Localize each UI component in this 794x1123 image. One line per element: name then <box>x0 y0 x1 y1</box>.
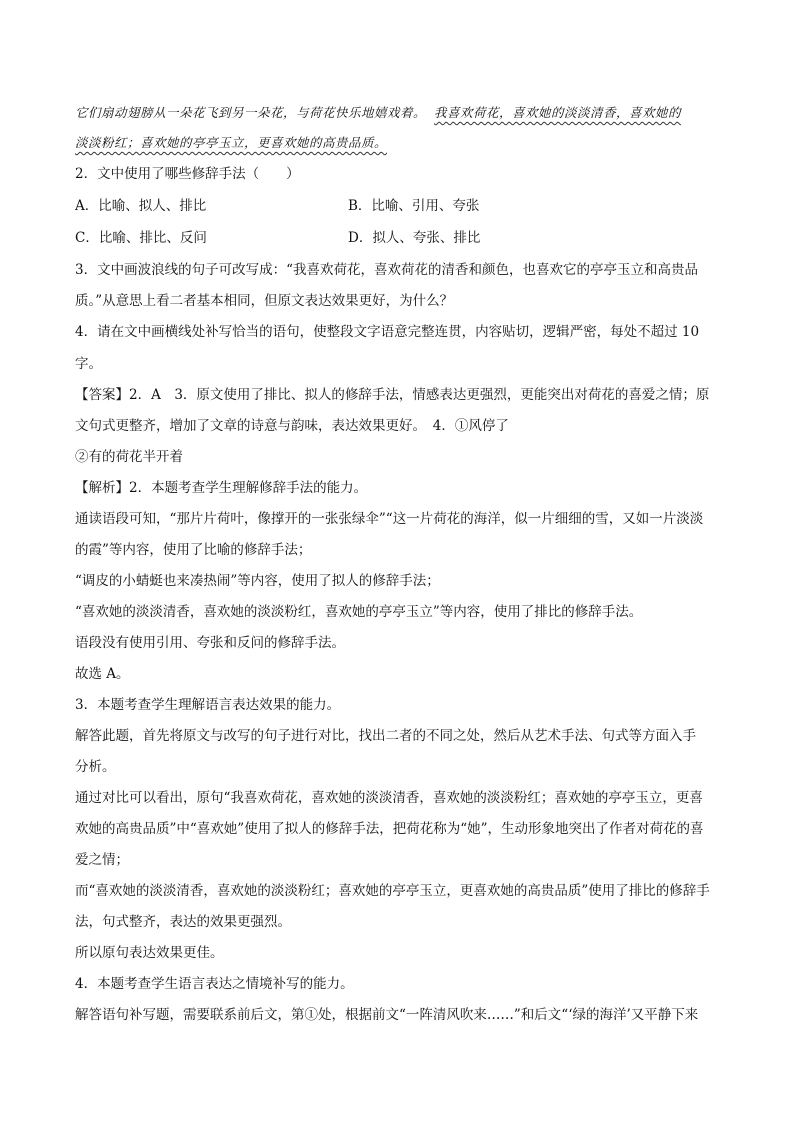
wavy-underlined-sentence: 淡淡粉红；喜欢她的亭亭玉立，更喜欢她的高贵品质。 <box>75 135 388 150</box>
analysis-line: 3．本题考查学生理解语言表达效果的能力。 <box>75 697 341 713</box>
analysis-line: “喜欢她的淡淡清香，喜欢她的淡淡粉红，喜欢她的亭亭玉立”等内容，使用了排比的修辞手法。 <box>75 604 643 620</box>
answer-line-3: ②有的荷花半开着 <box>75 449 183 465</box>
question-4-line-1: 4．请在文中画横线处补写恰当的语句，使整段文字语意完整连贯，内容贴切，逻辑严密，每处不超过 10 <box>75 324 700 340</box>
choice-c: C．比喻、排比、反问 <box>75 230 207 246</box>
analysis-line: 而“喜欢她的淡淡清香，喜欢她的淡淡粉红；喜欢她的亭亭玉立，更喜欢她的高贵品质”使用了排比的修辞手 <box>75 883 710 899</box>
choice-d: D．拟人、夸张、排比 <box>348 230 481 246</box>
analysis-line: 通读语段可知，“那片片荷叶，像撑开的一张张绿伞”“这一片荷花的海洋，似一片细细的雪，又如一片淡淡 <box>75 511 704 527</box>
analysis-line: 所以原句表达效果更佳。 <box>75 945 224 961</box>
analysis-line: “调皮的小蜻蜓也来凑热闹”等内容，使用了拟人的修辞手法； <box>75 573 440 589</box>
analysis-line: 故选 A。 <box>75 666 130 682</box>
analysis-line: 欢她的高贵品质”中“喜欢她”使用了拟人的修辞手法，把荷花称为“她”，生动形象地突出了作者对荷花的喜 <box>75 821 704 837</box>
passage-line-2 <box>75 133 387 153</box>
analysis-line: 解答此题，首先将原文与改写的句子进行对比，找出二者的不同之处，然后从艺术手法、句式等方面入手 <box>75 728 696 744</box>
question-2-stem: 2．文中使用了哪些修辞手法（ ） <box>75 166 300 182</box>
analysis-line: 通过对比可以看出，原句“我喜欢荷花，喜欢她的淡淡清香，喜欢她的淡淡粉红；喜欢她的亭亭玉立，更喜 <box>75 790 703 806</box>
passage-line-1 <box>75 103 681 123</box>
analysis-line: 分析。 <box>75 759 116 775</box>
answer-line-1: 【答案】2．A 3．原文使用了排比、拟人的修辞手法，情感表达更强烈，更能突出对荷花的喜爱之情；原 <box>75 387 710 403</box>
answer-line-2: 文句式更整齐，增加了文章的诗意与韵味，表达效果更好。 4．①风停了 <box>75 418 509 434</box>
analysis-line: 解答语句补写题，需要联系前后文，第①处，根据前文“一阵清风吹来……”和后文“‘绿的海洋’又平静下来 <box>75 1007 699 1023</box>
analysis-line: 语段没有使用引用、夸张和反问的修辞手法。 <box>75 635 345 651</box>
analysis-line: 的霞”等内容，使用了比喻的修辞手法； <box>75 542 312 558</box>
analysis-line: 【解析】2．本题考查学生理解修辞手法的能力。 <box>75 480 368 496</box>
wavy-underlined-sentence: 我喜欢荷花，喜欢她的淡淡清香，喜欢她的 <box>434 105 682 120</box>
analysis-line: 法，句式整齐，表达的效果更强烈。 <box>75 914 291 930</box>
choice-a: A．比喻、拟人、排比 <box>75 198 207 214</box>
question-4-line-2: 字。 <box>75 356 102 372</box>
analysis-line: 爱之情； <box>75 852 129 868</box>
passage-text: 它们扇动翅膀从一朵花飞到另一朵花，与荷花快乐地嬉戏着。 <box>75 105 427 120</box>
analysis-line: 4．本题考查学生语言表达之情境补写的能力。 <box>75 976 354 992</box>
question-3-line-1: 3．文中画波浪线的句子可改写成：“我喜欢荷花，喜欢荷花的清香和颜色，也喜欢它的亭亭玉立和高贵品 <box>75 262 698 278</box>
choice-b: B．比喻、引用、夸张 <box>348 198 480 214</box>
question-3-line-2: 质。”从意思上看二者基本相同，但原文表达效果更好，为什么？ <box>75 293 454 309</box>
